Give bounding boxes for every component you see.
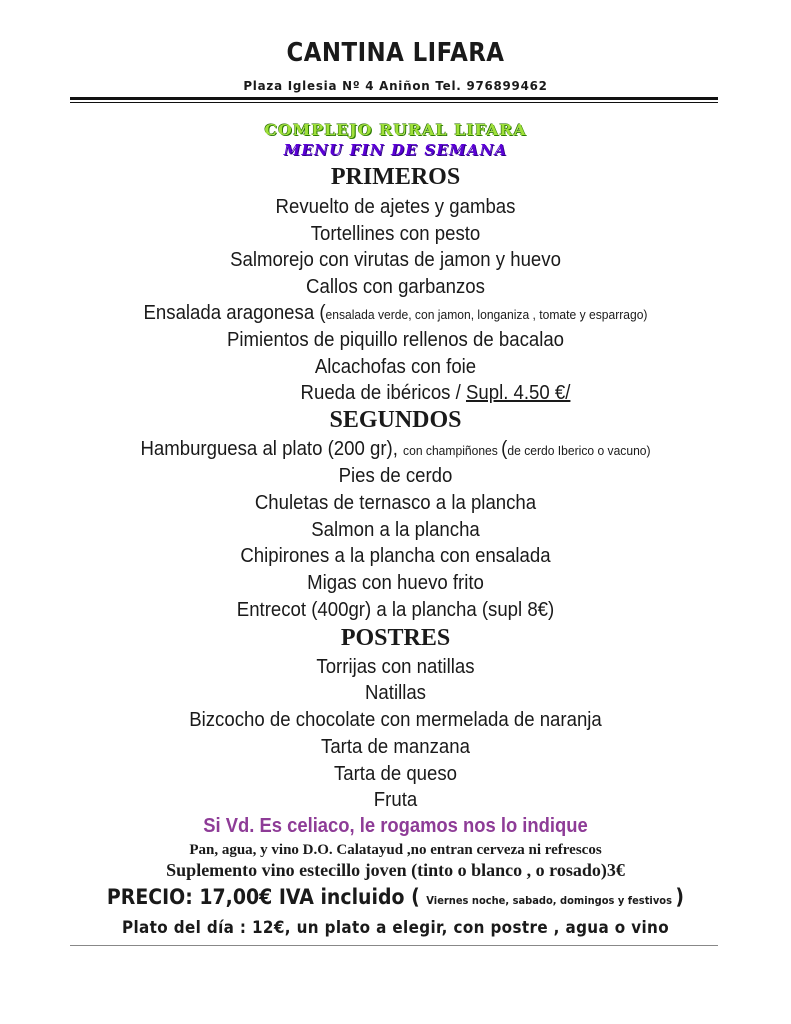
primeros-item-ensalada <box>28 302 764 325</box>
ensalada-detail: ensalada verde, con jamon, longaniza , tomate y esparrago) <box>325 307 648 322</box>
postres-item: Torrijas con natillas <box>316 656 475 678</box>
postres-item: Natillas <box>364 682 426 704</box>
hamburguesa-champinones: con champiñones <box>403 443 502 458</box>
footer-rule <box>70 945 718 946</box>
primeros-heading: PRIMEROS <box>330 164 461 190</box>
header-rule-thin <box>70 102 718 103</box>
header-rule-thick <box>70 97 718 100</box>
segundos-item: Chipirones a la plancha con ensalada <box>240 545 551 567</box>
postres-item: Tarta de manzana <box>321 736 470 758</box>
primeros-item: Callos con garbanzos <box>306 276 485 298</box>
celiaco-notice: Si Vd. Es celiaco, le rogamos nos lo indique <box>203 815 588 837</box>
primeros-item: Pimientos de piquillo rellenos de bacalao <box>226 329 565 351</box>
hamburguesa-paren: ( <box>501 438 508 460</box>
segundos-item: Chuletas de ternasco a la plancha <box>254 492 537 514</box>
rueda-supl: Supl. 4.50 €/ <box>465 382 571 404</box>
price-main: PRECIO: 17,00€ IVA incluido ( <box>106 885 427 909</box>
postres-item: Bizcocho de chocolate con mermelada de naranja <box>189 709 602 731</box>
menu-fin-semana-banner: MENU FIN DE SEMANA <box>283 141 508 159</box>
hamburguesa-tipo: de cerdo Iberico o vacuno) <box>507 443 651 458</box>
price-close: ) <box>675 885 685 909</box>
price-line <box>40 885 752 909</box>
segundos-item: Migas con huevo frito <box>307 572 484 594</box>
primeros-item: Revuelto de ajetes y gambas <box>275 196 516 218</box>
segundos-item: Pies de cerdo <box>338 465 453 487</box>
restaurant-address: Plaza Iglesia Nº 4 Aniñon Tel. 976899462 <box>243 78 548 93</box>
wine-supplement-note: Suplemento vino estecillo joven (tinto o blanco , o rosado)3€ <box>166 860 625 880</box>
segundos-item: Entrecot (400gr) a la plancha (supl 8€) <box>236 599 555 621</box>
primeros-item: Alcachofas con foie <box>314 356 477 378</box>
complejo-banner: COMPLEJO RURAL LIFARA <box>264 121 527 139</box>
segundos-item: Salmon a la plancha <box>311 519 480 541</box>
segundos-heading: SEGUNDOS <box>329 407 462 433</box>
segundos-item-hamburguesa <box>28 438 764 461</box>
postres-item: Fruta <box>373 789 418 811</box>
plato-del-dia: Plato del día : 12€, un plato a elegir, con postre , agua o vino <box>121 918 670 937</box>
postres-heading: POSTRES <box>340 625 451 651</box>
restaurant-name: CANTINA LIFARA <box>286 38 505 68</box>
primeros-item: Tortellines con pesto <box>310 223 481 245</box>
primeros-item: Salmorejo con virutas de jamon y huevo <box>230 249 561 271</box>
included-drinks-note: Pan, agua, y vino D.O. Calatayud ,no entran cerveza ni refrescos <box>189 842 602 858</box>
hamburguesa-main: Hamburguesa al plato (200 gr), <box>140 438 404 460</box>
postres-item: Tarta de queso <box>333 763 458 785</box>
primeros-item-rueda <box>68 382 791 405</box>
price-days: Viernes noche, sabado, domingos y festivos <box>426 894 676 907</box>
ensalada-main: Ensalada aragonesa ( <box>143 302 326 324</box>
rueda-main: Rueda de ibéricos / <box>300 382 466 404</box>
